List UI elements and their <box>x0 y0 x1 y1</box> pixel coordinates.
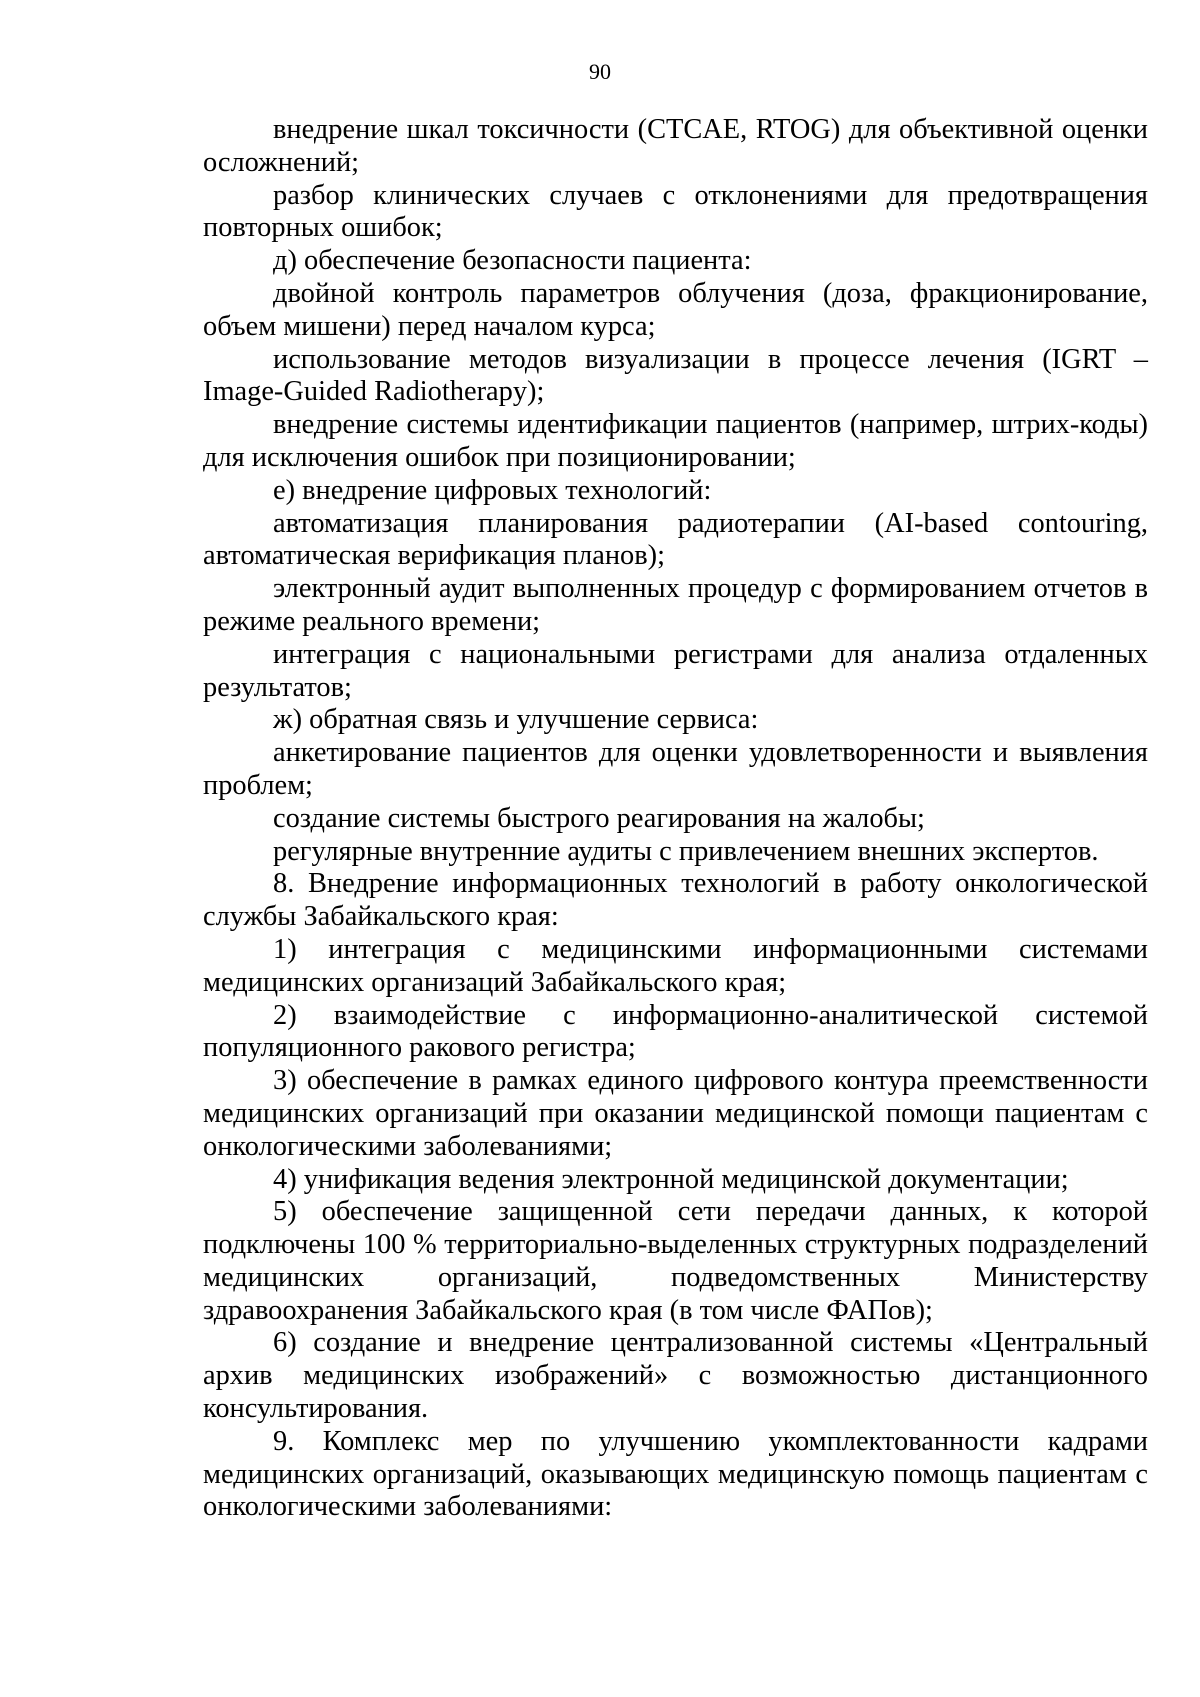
list-item-8-4: 4) унификация ведения электронной медицинской документации; <box>273 1163 1069 1195</box>
paragraph-national-registries: интеграция с национальными регистрами для анализа отдаленных результатов; <box>203 638 1148 703</box>
paragraph-complaints-response: создание системы быстрого реагирования на жалобы; <box>273 802 925 834</box>
list-item-8-6: 6) создание и внедрение централизованной системы «Центральный архив медицинских изображений» с возможностью дистанционного консультирования. <box>203 1327 1148 1425</box>
list-item-8-2: 2) взаимодействие с информационно-аналитической системой популяционного ракового регистра; <box>203 999 1148 1064</box>
list-item-8-5: 5) обеспечение защищенной сети передачи данных, к которой подключены 100 % территориально-выделенных структурных подразделений медицинских организаций, подведомственных Министерству здравоохранения Забайкальского края (в том числе ФАПов); <box>203 1196 1148 1326</box>
paragraph-toxicity-scales: внедрение шкал токсичности (CTCAE, RTOG) для объективной оценки осложнений; <box>203 114 1148 178</box>
paragraph-electronic-audit: электронный аудит выполненных процедур с формированием отчетов в режиме реального времени; <box>203 573 1148 637</box>
paragraph-case-review: разбор клинических случаев с отклонениями для предотвращения повторных ошибок; <box>203 179 1148 244</box>
section-9-heading: 9. Комплекс мер по улучшению укомплектованности кадрами медицинских организаций, оказывающих медицинскую помощь пациентам с онкологическими заболеваниями: <box>203 1425 1148 1523</box>
heading-digital-technologies: е) внедрение цифровых технологий: <box>273 474 712 506</box>
list-item-8-3: 3) обеспечение в рамках единого цифрового контура преемственности медицинских организаций при оказании медицинской помощи пациентам с онкологическими заболеваниями; <box>203 1065 1148 1162</box>
section-8-heading: 8. Внедрение информационных технологий в работу онкологической службы Забайкальского края: <box>203 868 1148 933</box>
document-body <box>203 114 1148 1524</box>
paragraph-planning-automation: автоматизация планирования радиотерапии (AI-based contouring, автоматическая верификация планов); <box>203 507 1148 572</box>
heading-patient-safety: д) обеспечение безопасности пациента: <box>273 245 752 277</box>
paragraph-igrt: использование методов визуализации в процессе лечения (IGRT – Image-Guided Radiotherapy); <box>203 343 1148 408</box>
paragraph-double-control: двойной контроль параметров облучения (доза, фракционирование, объем мишени) перед началом курса; <box>203 277 1148 342</box>
paragraph-patient-survey: анкетирование пациентов для оценки удовлетворенности и выявления проблем; <box>203 737 1148 801</box>
heading-feedback: ж) обратная связь и улучшение сервиса: <box>273 704 759 736</box>
paragraph-patient-identification: внедрение системы идентификации пациентов (например, штрих-коды) для исключения ошибок при позиционировании; <box>203 409 1148 473</box>
list-item-8-1: 1) интеграция с медицинскими информационными системами медицинских организаций Забайкальского края; <box>203 933 1148 998</box>
page-number: 90 <box>589 59 611 84</box>
paragraph-internal-audits: регулярные внутренние аудиты с привлечением внешних экспертов. <box>273 835 1099 867</box>
